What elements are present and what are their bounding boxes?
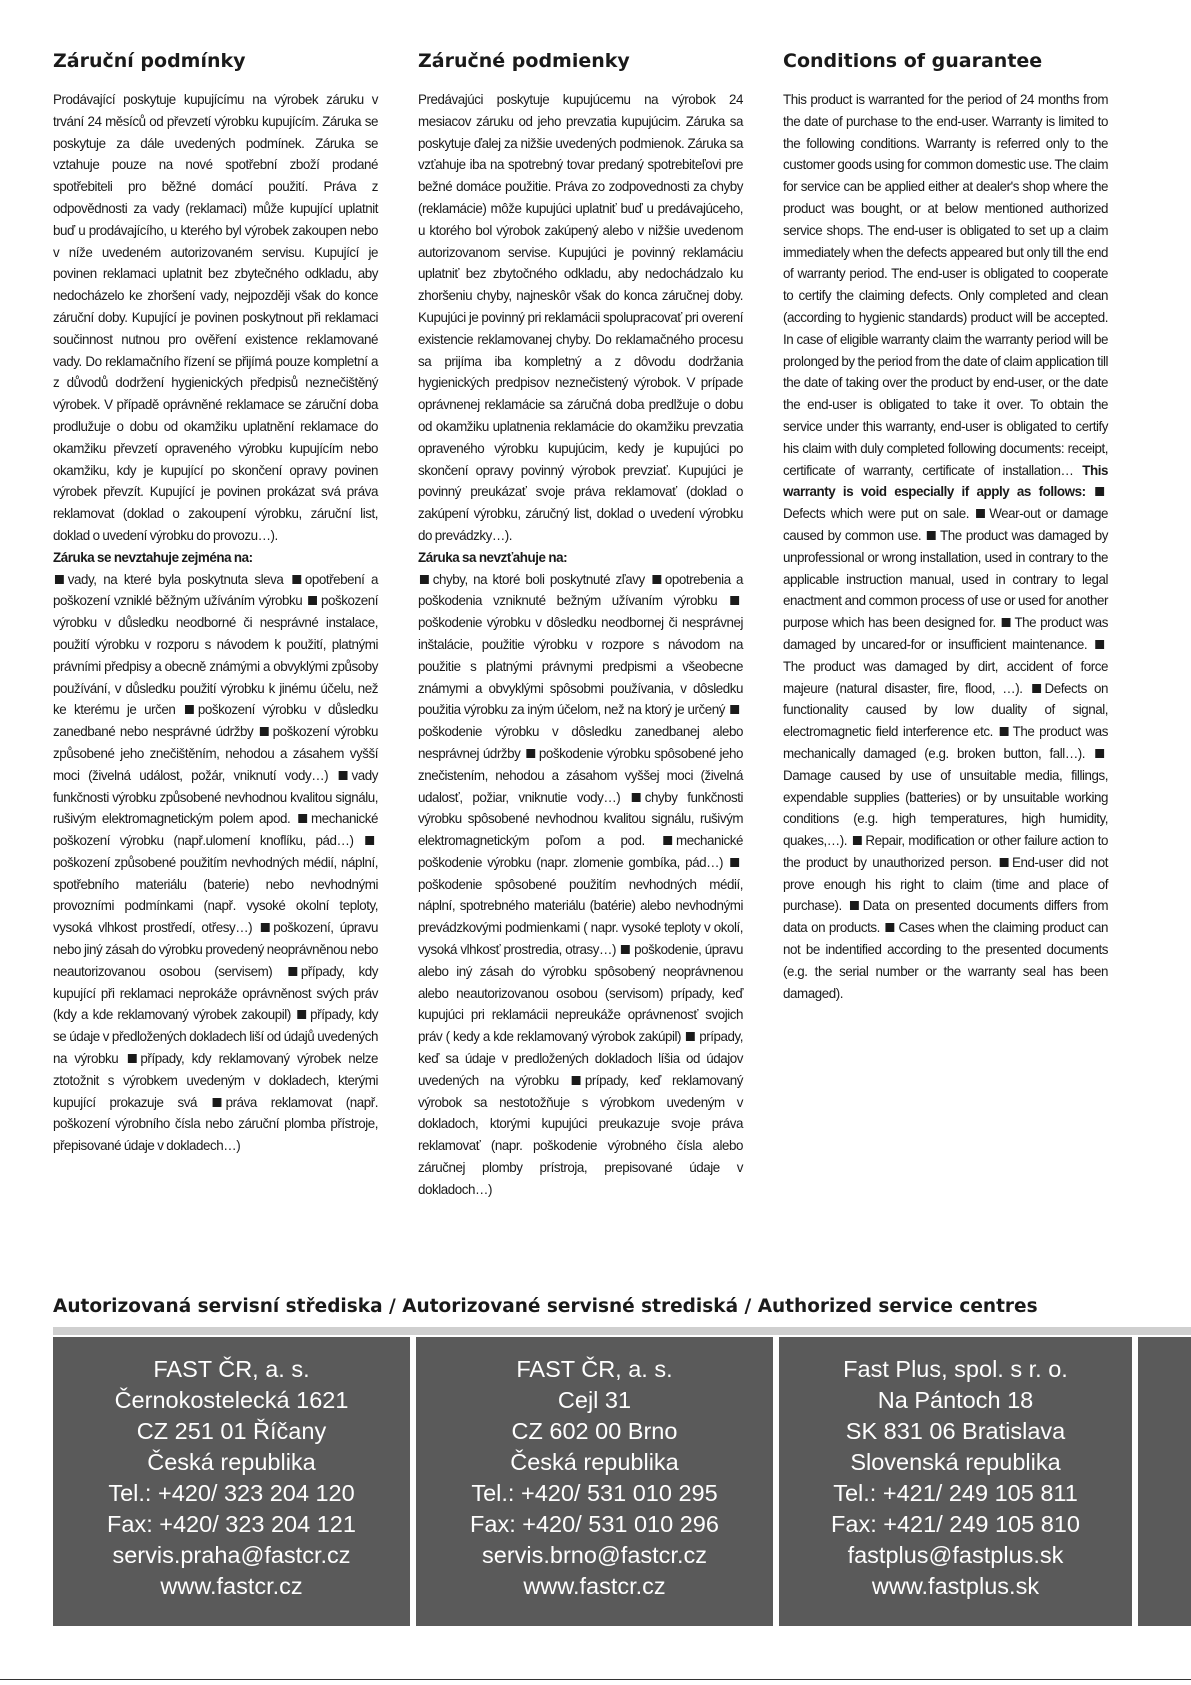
black-square-bullet-icon [632,793,641,802]
service-band [53,1327,1191,1335]
black-square-bullet-icon [1002,618,1011,627]
centre-city: CZ 602 00 Brno [511,1418,678,1444]
exclusion-item: vady funkčnosti výrobku způsobené nevhodnou kvalitou signálu, rušivým elektromagnetickým polem apod. [53,767,379,827]
exclusion-heading-slovak: Záruka sa nevzťahuje na: [418,549,568,565]
service-centre-bratislava [779,1337,1132,1626]
centre-country: Česká republika [510,1449,679,1475]
exclusion-item: The product was mechanically damaged (e.g. broken button, fall…). [783,724,1109,761]
exclusion-item: Repair, modification or other failure action to the product by unauthorized person. [783,833,1109,870]
exclusion-item: chyby funkčnosti výrobku spôsobené nevhodnou kvalitou signálu, rušivým elektromagnetickým poľom a pod. [418,789,744,849]
centre-phone: Tel.: +421/ 249 105 811 [833,1480,1078,1506]
exclusion-item: opotrebenia a poškodenia vzniknuté bežným užívaním výrobku [418,571,744,609]
centre-fax: Fax: +420/ 323 204 121 [107,1511,356,1537]
centre-street: Cejl 31 [557,1387,632,1413]
heading-slovak: Záručné podmienky [418,50,630,72]
footer-rule [0,1679,1191,1680]
exclusion-item: případy, kdy se údaje v předložených dokladech liší od údajů uvedených na výrobku [53,1007,379,1067]
centre-website: www.fastcr.cz [160,1573,303,1599]
black-square-bullet-icon [297,1010,306,1019]
centre-company: FAST ČR, a. s. [153,1356,310,1382]
centre-website: www.fastplus.sk [871,1573,1040,1599]
service-box-edge [1138,1337,1191,1626]
centre-phone: Tel.: +420/ 323 204 120 [108,1480,355,1506]
body-slovak [418,89,743,1201]
exclusion-item: Data on presented documents differs from data on products. [783,898,1109,936]
black-square-bullet-icon [185,705,194,714]
exclusion-item: chyby, na ktoré boli poskytnuté zľavy [432,571,645,587]
exclusion-item: vady, na které byla poskytnuta sleva [67,571,284,587]
exclusion-item: mechanické poškození výrobku (např.ulomení knoflíku, pád…) [53,811,379,849]
service-centre-brno [416,1337,773,1626]
body-english [783,89,1108,1004]
exclusion-heading-czech: Záruka se nevztahuje zejména na: [53,549,253,565]
exclusion-list-czech [53,572,378,1154]
black-square-bullet-icon [292,575,301,584]
black-square-bullet-icon [213,1098,222,1107]
black-square-bullet-icon [288,967,297,976]
exclusion-item: Defects on functionality caused by low duality of signal, electromagnetic field interference etc. [783,680,1109,740]
column-slovak [418,50,748,1201]
black-square-bullet-icon [260,923,269,932]
exclusion-item: poškození výrobku způsobené jeho znečištěním, nehodou a zásahem vyšší moci (živelná událost, požár, vniknutí vody…) [53,724,379,783]
centre-fax: Fax: +421/ 249 105 810 [831,1511,1080,1537]
black-square-bullet-icon [260,727,269,736]
black-square-bullet-icon [128,1054,137,1063]
black-square-bullet-icon [365,836,374,845]
centre-phone: Tel.: +420/ 531 010 295 [471,1480,718,1506]
exclusion-item: případy, kdy kupující při reklamaci neprokáže oprávněnost svých práv (kdy a kde reklamovaný výrobek zakoupil) [53,963,379,1023]
exclusion-item: poškození, úpravu nebo jiný zásah do výrobku provedený neoprávněnou nebo neautorizovanou osobou (servisem) [53,920,379,979]
exclusion-item: poškození způsobené použitím nevhodných médií, náplní, spotřebního materiálu (baterie) nebo nevhodnými provozními podmínkami (např. vysoké okolní teploty, vysoká vlhkost prostředí, otřesy…) [53,854,379,936]
centre-street: Černokostelecká 1621 [114,1387,349,1413]
black-square-bullet-icon [1032,684,1041,693]
exclusion-item: Defects which were put on sale. [783,506,969,522]
black-square-bullet-icon [420,575,429,584]
black-square-bullet-icon [1095,640,1104,649]
exclusion-item: opotřebení a poškození vzniklé běžným užíváním výrobku [53,571,379,609]
service-centre-praha [53,1337,410,1626]
black-square-bullet-icon [339,771,348,780]
centre-company: FAST ČR, a. s. [516,1356,673,1382]
black-square-bullet-icon [572,1076,581,1085]
centre-email: servis.praha@fastcr.cz [112,1542,351,1568]
centre-country: Slovenská republika [850,1449,1061,1475]
black-square-bullet-icon [526,749,535,758]
exclusion-item: případy, kdy reklamovaný výrobek nelze ztotožnit s výrobkem uvedeným v dokladech, kterými kupující prokazuje svá [53,1051,379,1110]
exclusion-item: prípady, keď reklamovaný výrobok sa nestotožňuje s výrobkom uvedeným v dokladoch, ktorými kupujúci preukazuje svoje práva reklamovať (napr. poškodenie výrobného čísla alebo záručnej plomby prístroja, prepisované údaje v dokladoch…) [418,1072,744,1197]
black-square-bullet-icon [730,705,739,714]
black-square-bullet-icon [976,509,985,518]
centre-fax: Fax: +420/ 531 010 296 [470,1511,719,1537]
exclusion-item: The product was damaged by unprofessional or wrong installation, used in contrary to the applicable instruction manual, used in contrary to legal enactment and common process of use or used for another purpose which has been designed for. [783,527,1109,631]
column-english [783,50,1113,1004]
exclusion-item: poškození výrobku v důsledku neodborné či nesprávné instalace, použití výrobku v rozporu s návodem k použití, platnými právními předpisy a obecně známými a obvyklými způsoby používání, v důsledku použití výrobku k jinému účelu, než ke kterému je určen [53,593,379,718]
exclusion-item: The product was damaged by dirt, accident of force majeure (natural disaster, fire, flood, …). [783,658,1109,696]
heading-czech: Záruční podmínky [53,50,246,72]
exclusion-item: prípady, keď sa údaje v predložených dokladoch líšia od údajov uvedených na výrobku [418,1029,744,1088]
heading-english: Conditions of guarantee [783,50,1043,72]
black-square-bullet-icon [55,575,64,584]
black-square-bullet-icon [730,596,739,605]
intro-english: This product is warranted for the period of 24 months from the date of purchase to the end-user. Warranty is limited to the following conditions. Warranty is referred only to the customer goods using for common domestic use. The claim for service can be applied either at dealer's shop where the product was bought, or at below mentioned authorized service shops. The end-user is obligated to set up a claim immediately when the defects appeared but only till the end of warranty period. The end-user is obligated to cooperate to certify the claiming defects. Only completed and clean (according to hygienic standards) product will be accepted. In case of eligible warranty claim the warranty period will be prolonged by the period from the date of claim application till the date of taking over the product by end-user, or the date the end-user is obligated to take it over. To obtain the service under this warranty, end-user is obligated to certify his claim with duly completed following documents: receipt, certificate of warranty, certificate of installation… [783,92,1109,478]
exclusion-item: práva reklamovat (např. poškození výrobního čísla nebo záruční plomba přístroje, přepisované údaje v dokladech…) [53,1094,379,1154]
exclusion-item: poškodenie spôsobené použitím nevhodných médií, náplní, spotrebného materiálu (batérie) alebo nevhodnými prevádzkovými podmienkami ( napr. vysoké teploty v okolí, vysoká vlhkosť prostredia, otrasy…) [418,876,744,958]
exclusion-item: poškodenie výrobku v dôsledku neodbornej či nesprávnej inštalácie, použitie výrobku v rozpore s návodom na použitie s platnými právnymi predpismi a všeobecne známymi a obvyklými spôsobmi používania, v dôsledku použitia výrobku za iným účelom, než na ktorý je určený [418,615,744,718]
black-square-bullet-icon [1095,749,1104,758]
exclusion-item: poškodenie, úpravu alebo iný zásah do výrobku spôsobený neoprávnenou alebo neautorizovanou osobou (servisom) prípady, keď kupujúci pri reklamácii nepreukáže oprávnenosť svojich práv ( kedy a kde reklamovaný výrobok zakúpil) [418,942,744,1045]
black-square-bullet-icon [886,923,895,932]
centre-street: Na Pántoch 18 [877,1387,1034,1413]
column-czech [53,50,383,1157]
black-square-bullet-icon [663,836,672,845]
centre-website: www.fastcr.cz [523,1573,666,1599]
black-square-bullet-icon [853,836,862,845]
intro-czech: Prodávající poskytuje kupujícímu na výrobek záruku v trvání 24 měsíců od převzetí výrobku kupujícím. Záruka se poskytuje za dále uvedených podmínek. Záruka se vztahuje pouze na nové spotřební zboží prodané spotřebiteli pro běžné domácí použití. Práva z odpovědnosti za vady (reklamaci) může kupující uplatnit buď u prodávajícího, u kterého byl výrobek zakoupen nebo v níže uvedeném autorizovaném servisu. Kupující je povinen reklamaci uplatnit bez zbytečného odkladu, aby nedocházelo ke zhoršení vady, nejpozději však do konce záruční doby. Kupující je povinen poskytnout při reklamaci součinnost nutnou pro ověření existence reklamované vady. Do reklamačního řízení se přijímá pouze kompletní a z důvodů dodržení hygienických předpisů neznečištěný výrobek. V případě oprávněné reklamace se záruční doba prodlužuje o dobu od okamžiku uplatnění reklamace do okamžiku převzetí opraveného výrobku kupujícím nebo okamžiku, kdy je kupující po skončení opravy povinen výrobek převzít. Kupující je povinen prokázat svá práva reklamovat (doklad o zakoupení výrobku, záruční list, doklad o uvedení výrobku do provozu…). [53,92,379,543]
exclusion-item: Damage caused by use of unsuitable media, fillings, expendable supplies (batteries) or by unsuitable working conditions (e.g. high temperatures, high humidity, quakes,…). [783,767,1109,849]
black-square-bullet-icon [850,901,859,910]
centre-email: fastplus@fastplus.sk [847,1542,1064,1568]
exclusion-item: poškodenie výrobku spôsobené jeho znečistením, nehodou a zásahom vyššej moci (živelná udalosť, požiar, vniknutie vody…) [418,745,744,805]
exclusion-heading-english: This warranty is void especially if apply as follows: [783,462,1109,500]
exclusion-item: Cases when the claiming product can not be indentified according to the presented documents (e.g. the serial number or the warranty seal has been damaged). [783,920,1109,1001]
black-square-bullet-icon [308,596,317,605]
centre-country: Česká republika [147,1449,316,1475]
centre-city: CZ 251 01 Říčany [136,1418,327,1444]
exclusion-item: poškodenie výrobku v dôsledku zanedbanej alebo nesprávnej údržby [418,724,744,761]
black-square-bullet-icon [298,814,307,823]
black-square-bullet-icon [652,575,661,584]
body-czech [53,89,378,1157]
exclusion-list-slovak [418,572,743,1197]
centre-city: SK 831 06 Bratislava [845,1418,1066,1444]
exclusion-item: The product was damaged by uncared-for or insufficient maintenance. [783,615,1109,652]
exclusion-item: Wear-out or damage caused by common use. [783,506,1109,543]
exclusion-item: poškození výrobku v důsledku zanedbané nebo nesprávné údržby [53,702,379,740]
centre-company: Fast Plus, spol. s r. o. [843,1356,1068,1382]
intro-slovak: Predávajúci poskytuje kupujúcemu na výrobok 24 mesiacov záruku od jeho prevzatia kupujúcim. Záruka sa poskytuje ďalej za nižšie uvedených podmienok. Záruka sa vzťahuje iba na spotrebný tovar predaný spotrebiteľovi pre bežné domáce použitie. Práva zo zodpovednosti za chyby (reklamácie) môže kupujúci uplatniť buď u predávajúceho, u ktorého bol výrobok zakúpený alebo v nižšie uvedenom autorizovanom servise. Kupujúci je povinný reklamáciu uplatniť bez zbytočného odkladu, aby nedochádzalo ku zhoršeniu chyby, najneskôr však do konca záručnej doby. Kupujúci je povinný pri reklamácii spolupracovať pri overení existencie reklamovanej chyby. Do reklamačného procesu sa prijíma iba kompletný a z dôvodu dodržania hygienických predpisov neznečistený výrobok. V prípade oprávnenej reklamácie sa záručná doba predlžuje o dobu od okamžiku uplatnenia reklamácie do okamžiku prevzatia opraveného výrobku kupujúcim, kedy je kupujúci po skončení opravy povinný výrobok prevziať. Kupujúci je povinný preukázať svoje práva reklamovať (doklad o zakúpení výrobku, záručný list, doklad o uvedení výrobku do prevádzky…). [418,92,744,543]
black-square-bullet-icon [621,945,630,954]
exclusion-item: End-user did not prove enough his right to claim (time and place of purchase). [783,854,1109,914]
exclusion-list-english [783,484,1108,1000]
black-square-bullet-icon [927,531,936,540]
exclusion-item: mechanické poškodenie výrobku (napr. zlomenie gombíka, pád…) [418,833,744,870]
black-square-bullet-icon [999,858,1008,867]
black-square-bullet-icon [1000,727,1009,736]
black-square-bullet-icon [730,858,739,867]
black-square-bullet-icon [1095,487,1104,496]
service-centres-title: Autorizovaná servisní střediska / Autorizované servisné strediská / Authorized service centres [53,1296,1038,1317]
black-square-bullet-icon [686,1032,695,1041]
centre-email: servis.brno@fastcr.cz [482,1542,707,1568]
